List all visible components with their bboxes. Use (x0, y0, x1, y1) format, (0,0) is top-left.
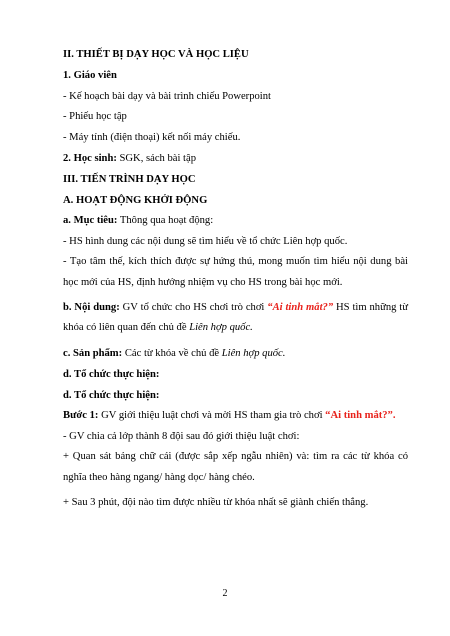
product-topic: Liên hợp quốc. (221, 347, 286, 359)
teacher-heading: 1. Giáo viên (63, 69, 117, 81)
content-label: b. Nội dung: (63, 301, 120, 313)
section-ii-heading: II. THIẾT BỊ DẠY HỌC VÀ HỌC LIỆU (63, 49, 249, 60)
page-number: 2 (222, 588, 228, 599)
rules-item-2: + Sau 3 phút, đội nào tìm được nhiều từ khóa nhất sẽ giành chiến thắng. (63, 497, 369, 509)
objective-item-2: - Tạo tâm thế, kích thích được sự hứng thú, mong muốn tìm hiểu nội dung bài học mới của HS, định hướng nhiệm vụ cho HS trong bài học mới. (63, 256, 408, 288)
step-1-text: GV giới thiệu luật chơi và mời HS tham gia trò chơi (98, 410, 326, 422)
content-game-name: “Ai tinh mắt?” (267, 301, 334, 313)
rules-intro: - GV chia cả lớp thành 8 đội sau đó giới thiệu luật chơi: (63, 431, 300, 443)
product-text: Các từ khóa về chủ đề (122, 347, 222, 359)
student-heading: 2. Học sinh: (63, 152, 117, 164)
lesson-plan-content (63, 48, 408, 517)
teacher-item-projector: - Máy tính (điện thoại) kết nối máy chiếu. (63, 132, 241, 144)
section-iii-heading: III. TIẾN TRÌNH DẠY HỌC (63, 173, 196, 185)
step-1 (63, 409, 408, 422)
content-text-after: HS tìm những từ khóa có liên quan đến chủ đề (63, 301, 408, 334)
teacher-item-worksheet: - Phiếu học tập (63, 111, 127, 123)
activity-a-heading: A. HOẠT ĐỘNG KHỞI ĐỘNG (63, 194, 208, 206)
implementation-heading-2: d. Tổ chức thực hiện: (63, 389, 160, 401)
teacher-item-slides: - Kế hoạch bài dạy và bài trình chiếu Powerpoint (63, 90, 271, 102)
rules-item-1: + Quan sát bảng chữ cái (được sắp xếp ngẫu nhiên) và: tìm ra các từ khóa có nghĩa theo hàng ngang/ hàng dọc/ hàng chéo. (63, 451, 408, 483)
objective (63, 214, 408, 227)
step-1-label: Bước 1: (63, 410, 99, 422)
content-topic: Liên hợp quốc. (189, 322, 253, 334)
objective-item-1: - HS hình dung các nội dung sẽ tìm hiểu về tổ chức Liên hợp quốc. (63, 236, 348, 248)
product (63, 347, 408, 360)
objective-text: Thông qua hoạt động: (117, 215, 214, 227)
step-1-game-name: “Ai tinh mắt?”. (325, 410, 396, 422)
student-materials (63, 152, 408, 165)
student-materials-text: SGK, sách bài tập (116, 152, 197, 164)
implementation-heading-1: d. Tổ chức thực hiện: (63, 368, 160, 380)
product-label: c. Sản phẩm: (63, 347, 123, 359)
objective-label: a. Mục tiêu: (63, 215, 118, 227)
content-paragraph (63, 298, 408, 340)
content-text-before: GV tổ chức cho HS chơi trò chơi (119, 301, 268, 313)
